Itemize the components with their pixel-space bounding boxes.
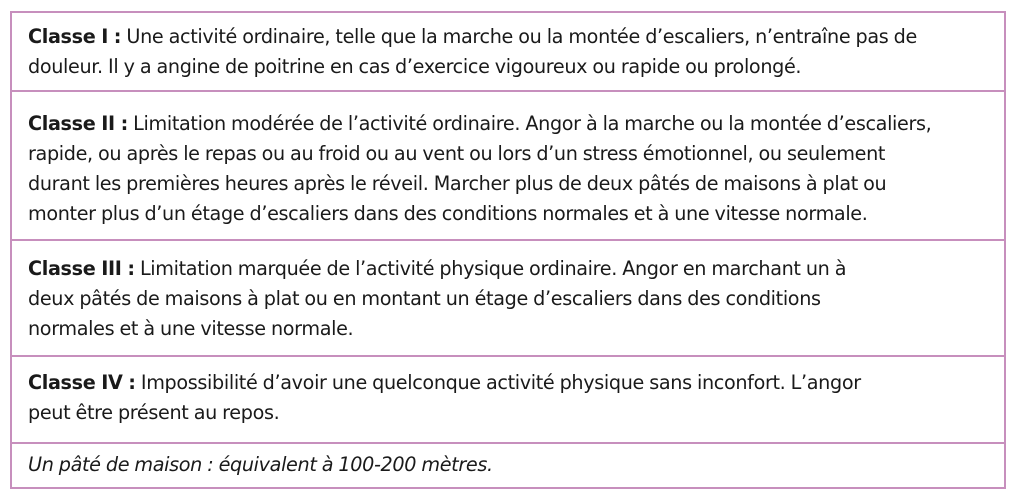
class-1-row [12, 13, 1004, 92]
class-2-line-1 [28, 109, 988, 139]
angina-classification-table [10, 11, 1006, 489]
class-1-line-2: douleur. Il y a angine de poitrine en cas d’exercice vigoureux ou rapide ou prolongé. [28, 55, 802, 78]
class-1-text-1: Une activité ordinaire, telle que la marche ou la montée d’escaliers, n’entraîne pas de [121, 25, 917, 48]
class-3-text-1: Limitation marquée de l’activité physique ordinaire. Angor en marchant un à [134, 257, 847, 280]
class-2-line-3: durant les premières heures après le réveil. Marcher plus de deux pâtés de maisons à plat ou [28, 172, 887, 195]
class-2-line-2: rapide, ou après le repas ou au froid ou au vent ou lors d’un stress émotionnel, ou seulement [28, 142, 886, 165]
footnote-text: Un pâté de maison : équivalent à 100-200 mètres. [28, 453, 493, 476]
class-3-line-3: normales et à une vitesse normale. [28, 317, 354, 340]
class-2-row [12, 92, 1004, 241]
footnote-row [12, 444, 1004, 489]
class-4-line-1 [28, 368, 988, 398]
class-2-line-4: monter plus d’un étage d’escaliers dans des conditions normales et à une vitesse normale. [28, 202, 868, 225]
class-4-line-2: peut être présent au repos. [28, 401, 280, 424]
class-2-label: Classe II : [28, 112, 128, 135]
class-4-text-1: Impossibilité d’avoir une quelconque activité physique sans inconfort. L’angor [135, 371, 861, 394]
class-3-label: Classe III : [28, 257, 135, 280]
class-1-label: Classe I : [28, 25, 122, 48]
class-3-line-1 [28, 254, 988, 284]
class-4-row [12, 357, 1004, 444]
class-4-label: Classe IV : [28, 371, 136, 394]
class-2-text-1: Limitation modérée de l’activité ordinaire. Angor à la marche ou la montée d’escaliers, [127, 112, 932, 135]
class-1-line-1 [28, 22, 988, 52]
class-3-row [12, 241, 1004, 357]
class-3-line-2: deux pâtés de maisons à plat ou en montant un étage d’escaliers dans des conditions [28, 287, 821, 310]
